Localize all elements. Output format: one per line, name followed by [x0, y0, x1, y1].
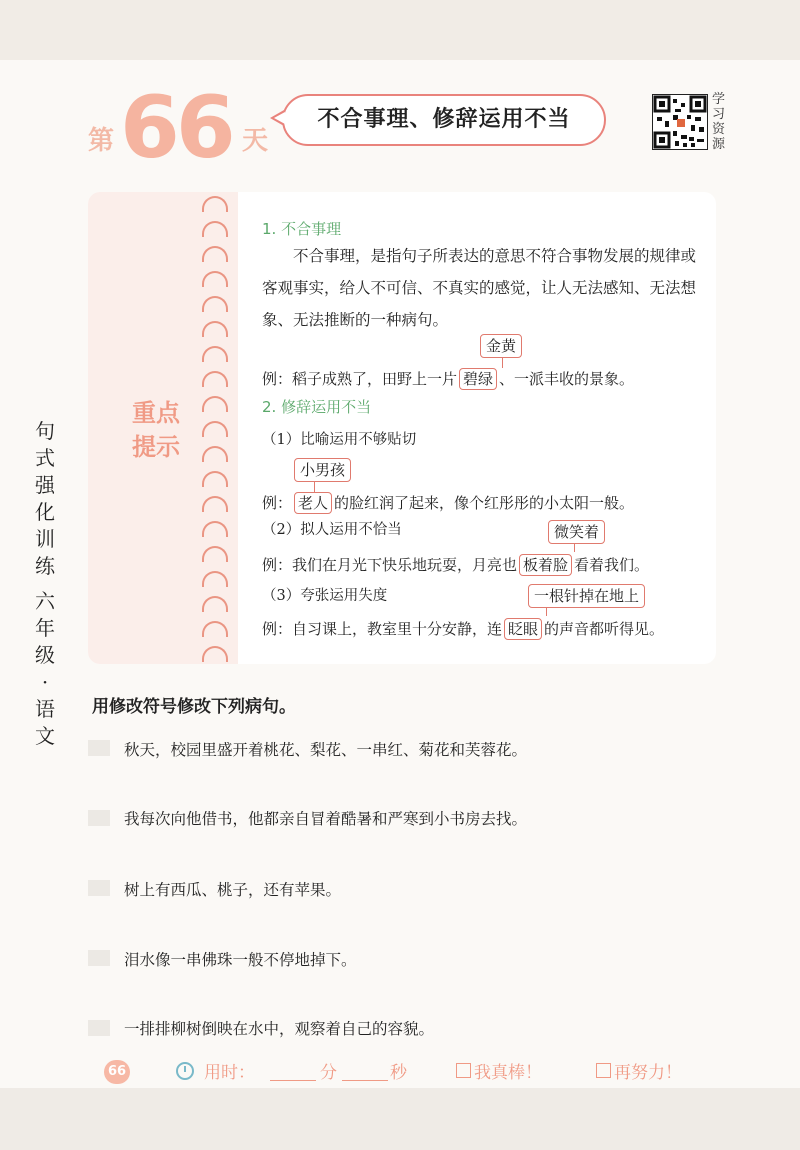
seconds-blank[interactable] [342, 1080, 388, 1081]
ring-icon [202, 621, 228, 637]
option-try-label: 再努力！ [614, 1063, 682, 1083]
day-prefix: 第 [88, 126, 115, 156]
ring-icon [202, 246, 228, 262]
clock-icon [176, 1062, 194, 1080]
exercise-sentence-4[interactable]: 泪水像一串佛珠一般不停地掉下。 [124, 951, 357, 969]
ring-icon [202, 271, 228, 287]
ring-icon [202, 221, 228, 237]
ring-icon [202, 371, 228, 387]
day-number: 66 [120, 78, 232, 178]
ring-icon [202, 646, 228, 662]
ring-icon [202, 421, 228, 437]
question-number-mark [88, 1020, 110, 1036]
sub2-correction: 微笑着 [548, 520, 605, 544]
day-suffix: 天 [242, 126, 269, 156]
sub1-example [262, 492, 634, 514]
ring-icon [202, 471, 228, 487]
question-number-mark [88, 950, 110, 966]
example-error-word: 老人 [294, 492, 332, 514]
second-label: 秒 [390, 1063, 407, 1083]
ring-icon [202, 521, 228, 537]
question-number-mark [88, 880, 110, 896]
section1-heading: 1. 不合事理 [262, 220, 342, 238]
example-error-word: 眨眼 [504, 618, 542, 640]
correction-line [502, 358, 503, 368]
bottom-band [0, 1088, 800, 1150]
tip-label: 重点提示 [132, 399, 180, 461]
sub2-label: （2）拟人运用不恰当 [262, 522, 402, 538]
ring-icon [202, 496, 228, 512]
side-label-grade: 六年级·语文 [35, 589, 55, 748]
ring-icon [202, 546, 228, 562]
example-suffix: 的声音都听得见。 [544, 620, 665, 638]
exercise-instruction: 用修改符号修改下列病句。 [92, 697, 296, 717]
exercise-sentence-3[interactable]: 树上有西瓜、桃子，还有苹果。 [124, 881, 342, 899]
section1-body: 不合事理，是指句子所表达的意思不符合事物发展的规律或客观事实，给人不可信、不真实的感觉，让人无法感知、无法想象、无法推断的一种病句。 [262, 247, 697, 329]
ring-icon [202, 596, 228, 612]
correction-line [314, 482, 315, 492]
example-suffix: 看着我们。 [574, 556, 650, 574]
section1-example [262, 368, 634, 390]
ring-icon [202, 396, 228, 412]
section1-correction: 金黄 [480, 334, 522, 358]
exercise-sentence-1[interactable]: 秋天，校园里盛开着桃花、梨花、一串红、菊花和芙蓉花。 [124, 741, 528, 759]
question-number-mark [88, 810, 110, 826]
example-prefix: 例：稻子成熟了，田野上一片 [262, 370, 458, 388]
ring-icon [202, 571, 228, 587]
sub1-correction: 小男孩 [294, 458, 351, 482]
page-number: 66 [104, 1060, 130, 1084]
ring-icon [202, 446, 228, 462]
minute-label: 分 [320, 1063, 337, 1083]
example-error-word: 碧绿 [459, 368, 497, 390]
example-prefix: 例： [262, 494, 293, 512]
sub3-label: （3）夸张运用失度 [262, 588, 388, 604]
title-bubble [282, 94, 606, 146]
top-band [0, 0, 800, 60]
qr-code-icon[interactable] [652, 94, 708, 150]
minutes-blank[interactable] [270, 1080, 316, 1081]
correction-line [546, 608, 547, 616]
example-error-word: 板着脸 [519, 554, 572, 576]
sub3-example [262, 618, 664, 640]
exercise-sentence-2[interactable]: 我每次向他借书，他都亲自冒着酷暑和严寒到小书房去找。 [124, 810, 528, 828]
ring-icon [202, 346, 228, 362]
correction-line [574, 544, 575, 552]
option-good-label: 我真棒！ [474, 1063, 542, 1083]
example-suffix: 、一派丰收的景象。 [499, 370, 635, 388]
sub3-correction: 一根针掉在地上 [528, 584, 645, 608]
ring-icon [202, 196, 228, 212]
notebook-rings [202, 194, 232, 664]
example-suffix: 的脸红润了起来，像个红彤彤的小太阳一般。 [334, 494, 635, 512]
checkbox-try[interactable] [596, 1063, 611, 1078]
qr-label: 学习资源 [712, 92, 726, 152]
exercise-sentence-5[interactable]: 一排排柳树倒映在水中，观察着自己的容貌。 [124, 1020, 435, 1038]
example-prefix: 例：自习课上，教室里十分安静，连 [262, 620, 503, 638]
sub2-example [262, 554, 649, 576]
page-title: 不合事理、修辞运用不当 [317, 107, 571, 132]
side-label-course: 句式强化训练 [35, 419, 55, 578]
example-prefix: 例：我们在月光下快乐地玩耍，月亮也 [262, 556, 518, 574]
ring-icon [202, 321, 228, 337]
checkbox-good[interactable] [456, 1063, 471, 1078]
ring-icon [202, 296, 228, 312]
time-label: 用时： [204, 1063, 255, 1083]
section2-heading: 2. 修辞运用不当 [262, 398, 372, 416]
sub1-label: （1）比喻运用不够贴切 [262, 432, 417, 448]
question-number-mark [88, 740, 110, 756]
